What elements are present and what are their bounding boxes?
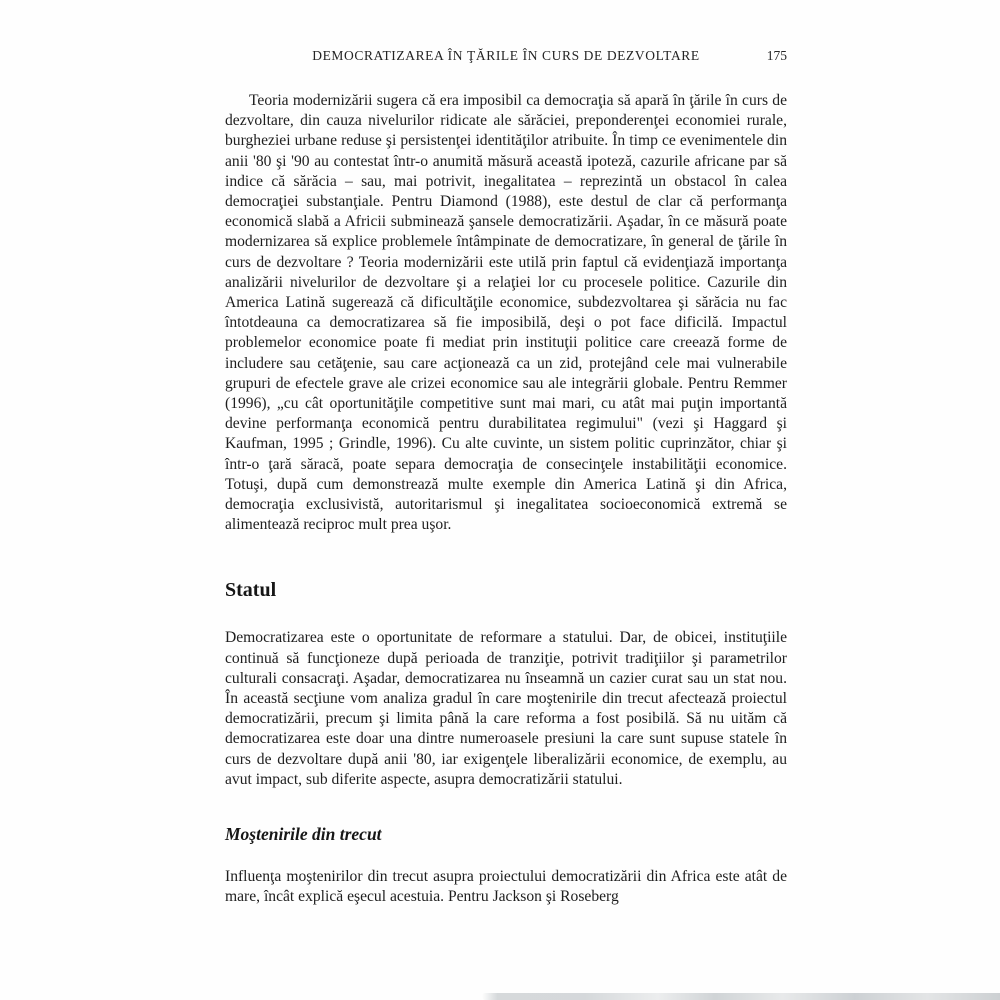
paragraph-modernization-theory: Teoria modernizării sugera că era imposibil ca democraţia să apară în ţările în curs de dezvoltare, din cauza nivelurilor ridicate ale sărăciei, preponderenţei economiei rurale, burgheziei urbane reduse şi persistenţei identităţilor atribuite. În timp ce evenimentele din anii '80 şi '90 au contestat într-o anumită măsură această ipoteză, cazurile africane par să indice că sărăcia – sau, mai potrivit, inegalitatea – reprezintă un obstacol în calea democraţiei substanţiale. Pentru Diamond (1988), este destul de clar că performanţa economică slabă a Africii subminează şansele democratizării. Aşadar, în ce măsură poate modernizarea să explice problemele întâmpinate de democratizare, în general de ţările în curs de dezvoltare ? Teoria modernizării este utilă prin faptul că evidenţiază importanţa analizării nivelurilor de dezvoltare şi a relaţiei lor cu procesele politice. Cazurile din America Latină sugerează că dificultăţile economice, subdezvoltarea şi sărăcia nu fac întotdeauna ca democratizarea să fie imposibilă, deşi o pot face dificilă. Impactul problemelor economice poate fi mediat prin instituţii politice care creează forme de includere sau cetăţenie, sau care acţionează ca un zid, protejând cele mai vulnerabile grupuri de efectele grave ale crizei economice sau ale integrării globale. Pentru Remmer (1996), „cu cât oportunităţile competitive sunt mai mari, cu atât mai puţin importantă devine performanţa economică pentru durabilitatea regimului" (vezi şi Haggard şi Kaufman, 1995 ; Grindle, 1996). Cu alte cuvinte, un sistem politic cuprinzător, chiar şi într-o ţară săracă, poate separa democraţia de consecinţele instabilităţii economice. Totuşi, după cum demonstrează multe exemple din America Latină şi din Africa, democraţia exclusivistă, autoritarismul şi inegalitatea socioeconomică extremă se alimentează reciproc mult prea uşor. — [225, 92, 787, 534]
running-header — [225, 48, 787, 64]
scan-edge-artifact — [482, 993, 1000, 1000]
paragraph-mostenirile-din-trecut: Influenţa moştenirilor din trecut asupra proiectului democratizării din Africa este atât de mare, încât explică eşecul acestuia. Pentru Jackson şi Roseberg — [225, 868, 787, 906]
subsection-heading-mostenirile-din-trecut: Moştenirile din trecut — [225, 824, 382, 845]
paragraph-statul: Democratizarea este o oportunitate de reformare a statului. Dar, de obicei, instituţiile continuă să funcţioneze după perioada de tranziţie, potrivit tradiţiilor şi parametrilor culturali consacraţi. Aşadar, democratizarea nu înseamnă un cazier curat sau un stat nou. În această secţiune vom analiza gradul în care moştenirile din trecut afectează proiectul democratizării, precum şi limita până la care reforma a fost posibilă. Să nu uităm că democratizarea este doar una dintre numeroasele presiuni la care sunt supuse statele în curs de dezvoltare după anii '80, iar exigenţele liberalizării economice, de exemplu, au avut impact, sub diferite aspecte, asupra democratizării statului. — [225, 629, 787, 788]
book-page — [225, 0, 787, 908]
page-number: 175 — [766, 48, 787, 63]
running-header-title: DEMOCRATIZAREA ÎN ŢĂRILE ÎN CURS DE DEZVOLTARE — [312, 48, 700, 63]
section-heading-statul: Statul — [225, 579, 277, 602]
